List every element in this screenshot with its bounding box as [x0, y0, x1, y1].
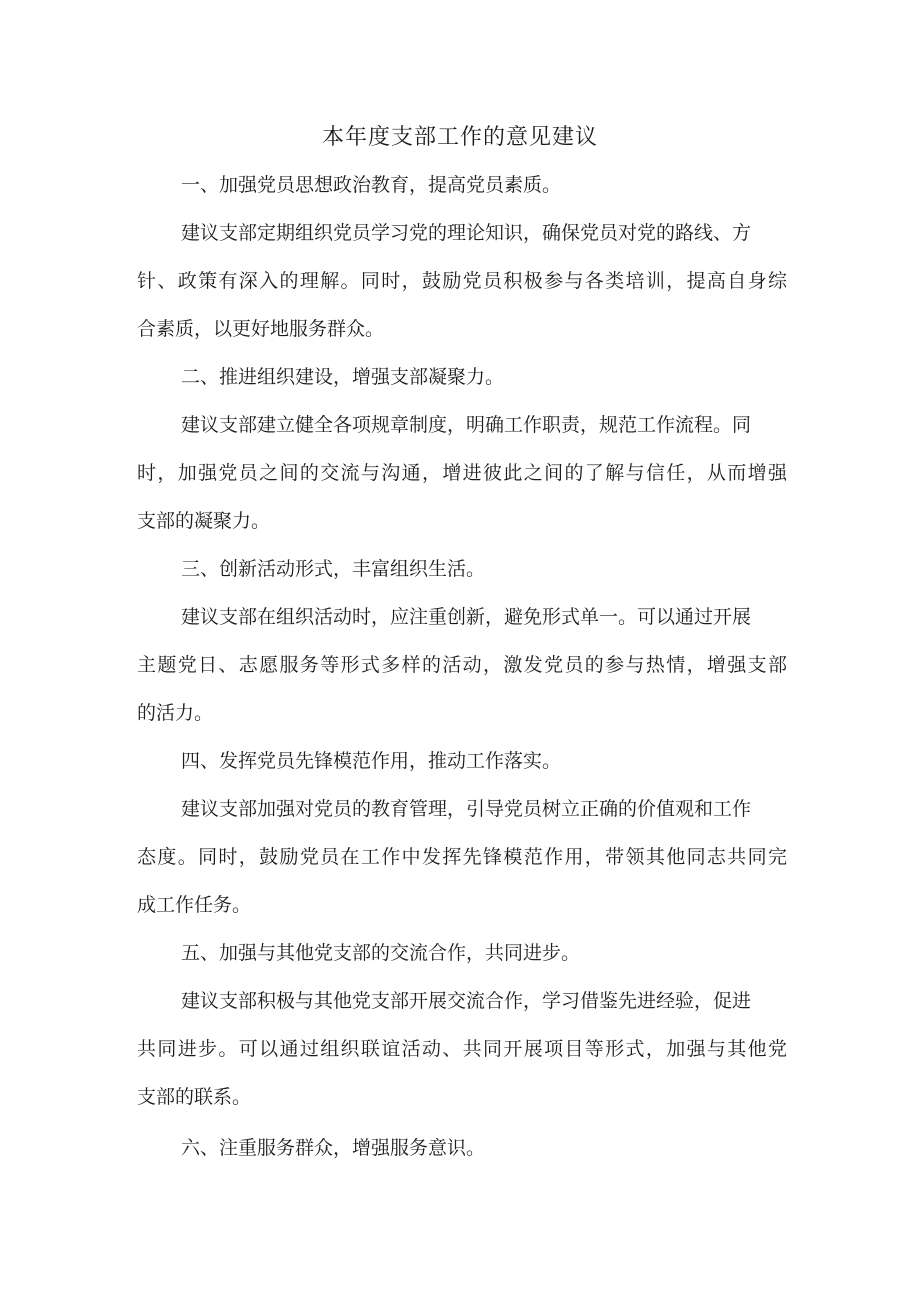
section-3-line-2: 主题党日、志愿服务等形式多样的活动，激发党员的参与热情，增强支部 — [137, 654, 787, 676]
section-2-line-3: 支部的凝聚力。 — [137, 510, 271, 532]
section-heading-5: 五、加强与其他党支部的交流合作，共同进步。 — [181, 942, 581, 964]
section-5-line-3: 支部的联系。 — [137, 1086, 252, 1108]
section-heading-6: 六、注重服务群众，增强服务意识。 — [181, 1137, 486, 1159]
section-4-line-3: 成工作任务。 — [137, 894, 252, 916]
section-2-line-2: 时，加强党员之间的交流与沟通，增进彼此之间的了解与信任，从而增强 — [137, 462, 787, 484]
section-heading-1: 一、加强党员思想政治教育，提高党员素质。 — [181, 174, 562, 196]
section-5-line-2: 共同进步。可以通过组织联谊活动、共同开展项目等形式，加强与其他党 — [137, 1038, 787, 1060]
section-4-line-1: 建议支部加强对党员的教育管理，引导党员树立正确的价值观和工作 — [181, 798, 752, 820]
section-heading-3: 三、创新活动形式，丰富组织生活。 — [181, 558, 486, 580]
section-heading-2: 二、推进组织建设，增强支部凝聚力。 — [181, 366, 505, 388]
section-3-line-1: 建议支部在组织活动时，应注重创新，避免形式单一。可以通过开展 — [181, 606, 752, 628]
section-1-line-3: 合素质，以更好地服务群众。 — [137, 318, 385, 340]
section-4-line-2: 态度。同时，鼓励党员在工作中发挥先锋模范作用，带领其他同志共同完 — [137, 846, 787, 868]
section-2-line-1: 建议支部建立健全各项规章制度，明确工作职责，规范工作流程。同 — [181, 414, 752, 436]
section-heading-4: 四、发挥党员先锋模范作用，推动工作落实。 — [181, 750, 562, 772]
section-3-line-3: 的活力。 — [137, 702, 214, 724]
section-5-line-1: 建议支部积极与其他党支部开展交流合作，学习借鉴先进经验，促进 — [181, 990, 752, 1012]
section-1-line-1: 建议支部定期组织党员学习党的理论知识，确保党员对党的路线、方 — [181, 222, 752, 244]
section-1-line-2: 针、政策有深入的理解。同时，鼓励党员积极参与各类培训，提高自身综 — [137, 270, 787, 292]
document-title: 本年度支部工作的意见建议 — [321, 125, 598, 150]
